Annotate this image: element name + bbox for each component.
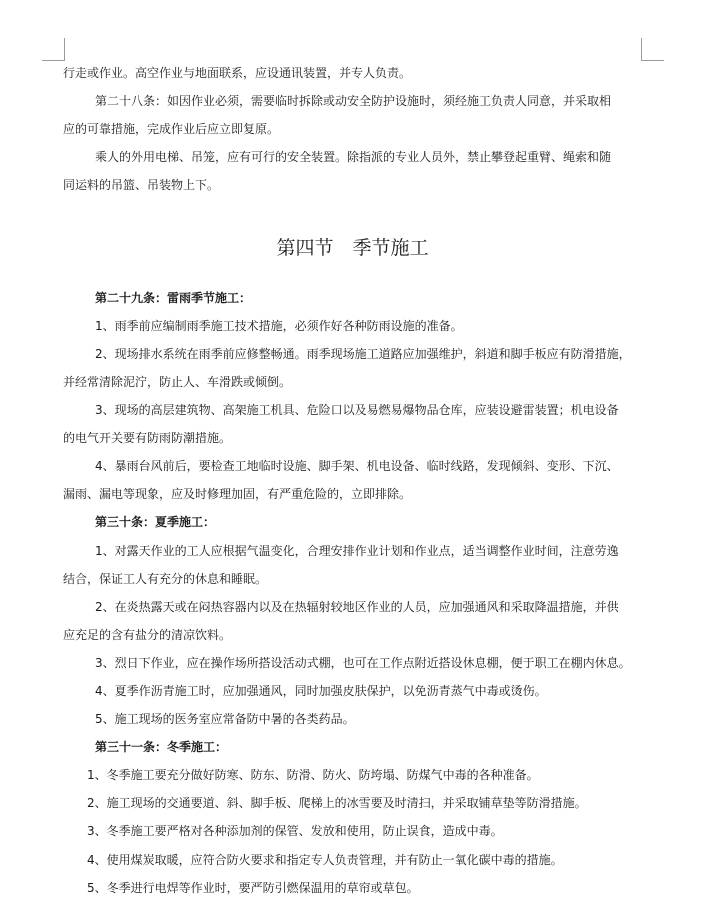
article-title: 第三十一条：冬季施工： (95, 740, 228, 754)
text-line: 并经常清除泥泞，防止人、车滑跌或倾倒。 (63, 375, 292, 389)
text-line: 2、现场排水系统在雨季前应修整畅通。雨季现场施工道路应加强维护，斜道和脚手板应有防滑措施， (95, 347, 631, 361)
text-line: 应充足的含有盐分的清凉饮料。 (63, 628, 232, 642)
text-line: 1、雨季前应编制雨季施工技术措施，必须作好各种防雨设施的准备。 (95, 319, 463, 333)
text-line: 漏雨、漏电等现象，应及时修理加固，有严重危险的，立即排除。 (63, 487, 412, 501)
margin-corner-top-right (641, 38, 664, 61)
text-line: 应的可靠措施，完成作业后应立即复原。 (63, 122, 280, 136)
text-line: 1、冬季施工要充分做好防寒、防东、防滑、防火、防垮塌、防煤气中毒的各种准备。 (87, 768, 539, 782)
text-line: 行走或作业。高空作业与地面联系，应设通讯装置，并专人负责。 (63, 66, 412, 80)
article-title: 第三十条：夏季施工： (95, 515, 216, 529)
text-line: 3、现场的高层建筑物、高架施工机具、危险口以及易燃易爆物品仓库，应装设避雷装置；机电设备 (95, 403, 619, 417)
text-line: 乘人的外用电梯、吊笼，应有可行的安全装置。除指派的专业人员外，禁止攀登起重臂、绳索和随 (95, 150, 612, 164)
text-line: 结合，保证工人有充分的休息和睡眠。 (63, 572, 268, 586)
text-line: 2、在炎热露天或在闷热容器内以及在热辐射较地区作业的人员，应加强通风和采取降温措施，并供 (95, 600, 619, 614)
margin-corner-top-left (42, 38, 65, 61)
text-line: 5、施工现场的医务室应常备防中暑的各类药品。 (95, 712, 355, 726)
text-line: 3、冬季施工要严格对各种添加剂的保管、发放和使用，防止误食，造成中毒。 (87, 824, 503, 838)
text-line: 同运料的吊篮、吊装物上下。 (63, 178, 220, 192)
text-line: 2、施工现场的交通要道、斜、脚手板、爬梯上的冰雪要及时清扫，并采取铺草垫等防滑措施。 (87, 796, 587, 810)
text-line: 4、使用煤炭取暖，应符合防火要求和指定专人负责管理，并有防止一氧化碳中毒的措施。 (87, 853, 563, 867)
text-line: 3、烈日下作业，应在操作场所搭设活动式棚，也可在工作点附近搭设休息棚，便于职工在棚内休息。 (95, 656, 631, 670)
text-line: 4、暴雨台风前后，要检查工地临时设施、脚手架、机电设备、临时线路，发现倾斜、变形、下沉、 (95, 459, 619, 473)
text-line: 的电气开关要有防雨防潮措施。 (63, 431, 232, 445)
text-line: 第二十八条：如因作业必须，需要临时拆除或动安全防护设施时，须经施工负责人同意，并采取相 (95, 94, 612, 108)
article-title: 第二十九条：雷雨季节施工： (95, 291, 252, 305)
text-line: 5、冬季进行电焊等作业时，要严防引燃保温用的草帘或草包。 (87, 881, 419, 895)
text-line: 4、夏季作沥青施工时，应加强通风，同时加强皮肤保护，以免沥青蒸气中毒或烫伤。 (95, 684, 547, 698)
text-line: 1、对露天作业的工人应根据气温变化，合理安排作业计划和作业点，适当调整作业时间，注意劳逸 (95, 544, 619, 558)
section-heading: 第四节 季节施工 (276, 237, 429, 259)
